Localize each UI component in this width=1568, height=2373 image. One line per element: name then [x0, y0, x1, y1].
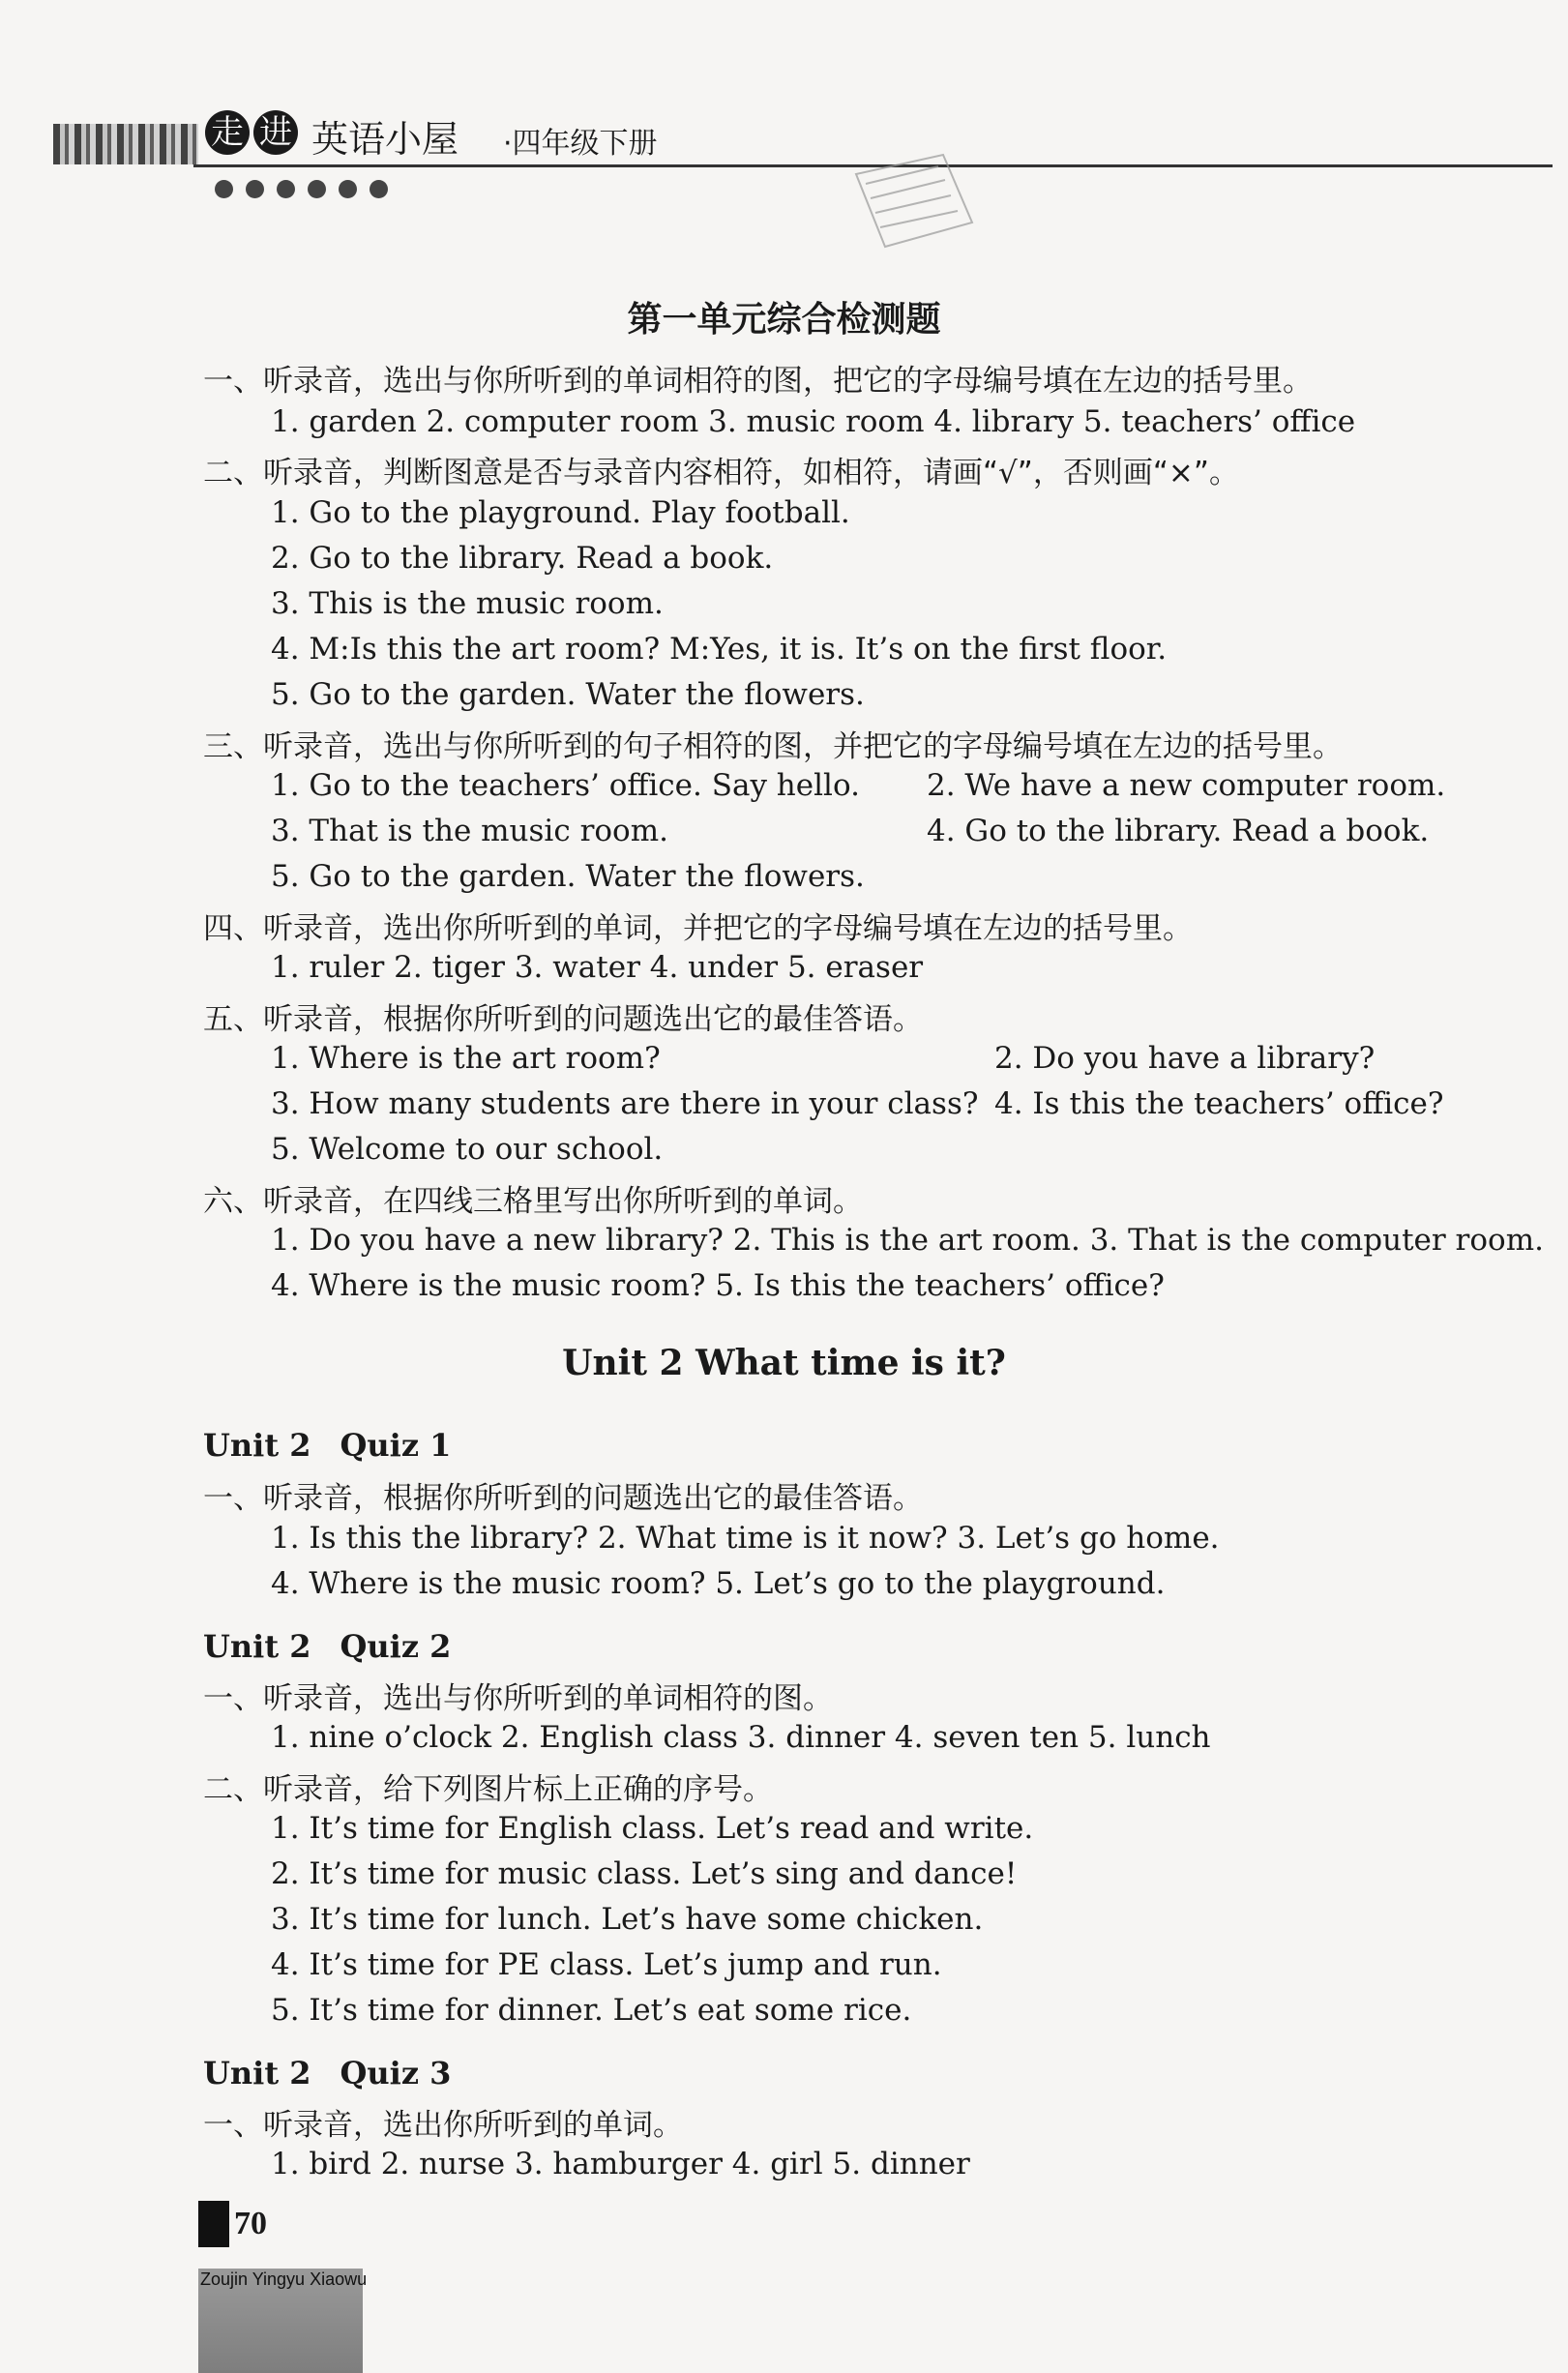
section-line: 2. Go to the library. Read a book.: [271, 541, 774, 576]
quiz-name: Quiz 3: [340, 2055, 452, 2091]
section-line: 4. M:Is this the art room? M:Yes, it is. It’s on the first floor.: [271, 632, 1168, 667]
quiz-heading: [203, 2055, 451, 2091]
section-line: 2. Do you have a library?: [994, 1041, 1376, 1076]
quiz-unit: Unit 2: [203, 2055, 311, 2091]
section-line: 1. Where is the art room?: [271, 1041, 661, 1076]
header-logo-char-1: 走: [205, 110, 250, 155]
section-line: 4. It’s time for PE class. Let’s jump and run.: [271, 1947, 942, 1982]
section-line: 1. nine o’clock 2. English class 3. dinner 4. seven ten 5. lunch: [271, 1720, 1211, 1755]
section-heading: 二、听录音，判断图意是否与录音内容相符，如相符，请画“√”，否则画“×”。: [203, 456, 1239, 490]
section-line: 1. ruler 2. tiger 3. water 4. under 5. eraser: [271, 950, 924, 985]
section-line: 3. This is the music room.: [271, 586, 664, 621]
section-line: 1. Go to the playground. Play football.: [271, 495, 850, 530]
section-line: 5. Welcome to our school.: [271, 1132, 664, 1167]
section-line: 1. garden 2. computer room 3. music room 4. library 5. teachers’ office: [271, 404, 1356, 439]
section-line: 5. Go to the garden. Water the flowers.: [271, 677, 865, 712]
footer-block: [198, 2201, 229, 2247]
header-title: 英语小屋: [311, 118, 459, 161]
section-line: 1. Go to the teachers’ office. Say hello.: [271, 768, 860, 803]
section-line: 3. It’s time for lunch. Let’s have some chicken.: [271, 1902, 984, 1937]
quiz-name: Quiz 2: [340, 1628, 452, 1665]
section-heading: 四、听录音，选出你所听到的单词，并把它的字母编号填在左边的括号里。: [203, 911, 1193, 946]
stamp-icon: [837, 145, 991, 261]
section-heading: 一、听录音，根据你所听到的问题选出它的最佳答语。: [203, 1481, 923, 1516]
quiz-heading: [203, 1427, 451, 1464]
section-heading: 五、听录音，根据你所听到的问题选出它的最佳答语。: [203, 1002, 923, 1037]
section-line: 2. We have a new computer room.: [927, 768, 1446, 803]
section-heading: 一、听录音，选出与你所听到的单词相符的图。: [203, 1681, 833, 1716]
section-line: 1. bird 2. nurse 3. hamburger 4. girl 5. dinner: [271, 2147, 970, 2181]
section-heading: 一、听录音，选出你所听到的单词。: [203, 2108, 683, 2143]
section-line: 4. Where is the music room? 5. Is this the teachers’ office?: [271, 1268, 1165, 1303]
section-heading: 三、听录音，选出与你所听到的句子相符的图，并把它的字母编号填在左边的括号里。: [203, 729, 1343, 764]
section-line: 4. Where is the music room? 5. Let’s go to the playground.: [271, 1566, 1166, 1601]
section-line: 4. Is this the teachers’ office?: [994, 1086, 1444, 1121]
section-heading: 六、听录音，在四线三格里写出你所听到的单词。: [203, 1184, 863, 1219]
section-line: 3. How many students are there in your class?: [271, 1086, 979, 1121]
page-title: 第一单元综合检测题: [627, 300, 941, 340]
section-heading: 一、听录音，选出与你所听到的单词相符的图，把它的字母编号填在左边的括号里。: [203, 364, 1313, 399]
section-line: 4. Go to the library. Read a book.: [927, 814, 1430, 848]
footer-latin-title: Zoujin Yingyu Xiaowu: [200, 2269, 368, 2289]
header-dots: [215, 180, 400, 202]
section-heading: 二、听录音，给下列图片标上正确的序号。: [203, 1772, 773, 1807]
section-line: 5. It’s time for dinner. Let’s eat some rice.: [271, 1993, 912, 2028]
quiz-unit: Unit 2: [203, 1427, 311, 1464]
page-number: 70: [234, 2206, 267, 2241]
section-line: 3. That is the music room.: [271, 814, 668, 848]
quiz-unit: Unit 2: [203, 1628, 311, 1665]
header-stripes: [53, 124, 198, 164]
unit-title: Unit 2 What time is it?: [562, 1343, 1006, 1383]
section-line: 1. It’s time for English class. Let’s read and write.: [271, 1811, 1034, 1846]
header-logo-char-2: 进: [253, 110, 298, 155]
section-line: 1. Do you have a new library? 2. This is the art room. 3. That is the computer room.: [271, 1223, 1544, 1258]
header-subtitle: ·四年级下册: [503, 127, 658, 161]
section-line: 2. It’s time for music class. Let’s sing and dance!: [271, 1856, 1018, 1891]
section-line: 1. Is this the library? 2. What time is it now? 3. Let’s go home.: [271, 1521, 1220, 1556]
section-line: 5. Go to the garden. Water the flowers.: [271, 859, 865, 894]
quiz-name: Quiz 1: [340, 1427, 452, 1464]
quiz-heading: [203, 1628, 451, 1665]
